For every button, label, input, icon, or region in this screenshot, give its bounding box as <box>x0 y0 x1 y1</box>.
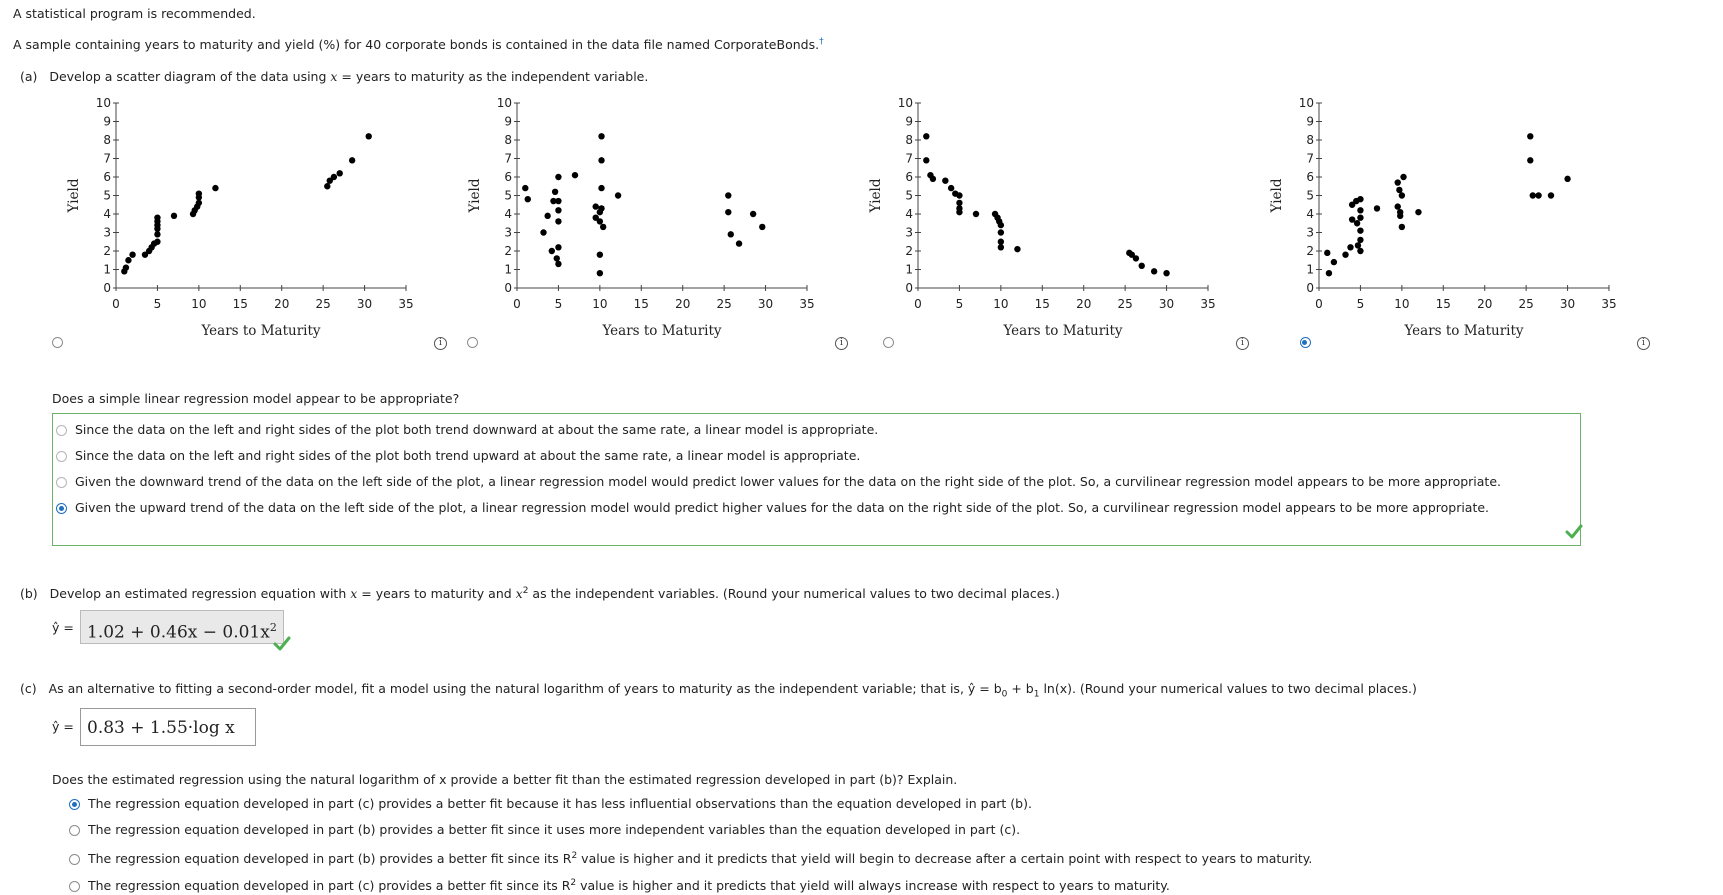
data-point <box>598 205 604 211</box>
data-point <box>998 239 1004 245</box>
data-point <box>196 190 202 196</box>
part-c-question: Does the estimated regression using the natural logarithm of x provide a better fit than the estimated regression developed in part (b)? Explain. <box>52 772 958 787</box>
option-radio[interactable] <box>69 799 80 810</box>
x-tick-label: 10 <box>191 297 207 311</box>
option-radio[interactable] <box>56 503 67 514</box>
part-a-option-1[interactable]: Since the data on the left and right sides of the plot both trend downward at about the same rate, a linear model is appropriate. <box>56 422 878 437</box>
option-radio[interactable] <box>69 854 80 865</box>
info-icon[interactable]: i <box>434 337 447 350</box>
dagger-note-link[interactable]: † <box>819 37 824 47</box>
y-tick-label: 0 <box>1306 281 1314 295</box>
data-point <box>525 196 531 202</box>
data-point <box>1399 224 1405 230</box>
x-tick-label: 5 <box>554 297 563 311</box>
x-tick-label: 30 <box>356 297 373 311</box>
data-point <box>1399 192 1405 198</box>
data-point <box>1324 250 1330 256</box>
x-axis-label: Years to Maturity <box>602 323 722 339</box>
data-point <box>154 239 160 245</box>
part-b-answer-input[interactable]: $1.02 + 0.46x - 0.01x^2$ <box>80 610 284 644</box>
part-b-yhat-label: ŷ = <box>52 620 74 635</box>
data-point <box>349 157 355 163</box>
data-point <box>1415 209 1421 215</box>
data-point <box>615 192 621 198</box>
y-tick-label: 1 <box>905 262 913 277</box>
y-tick-label: 9 <box>103 114 111 129</box>
data-point <box>998 222 1004 228</box>
y-tick-label: 1 <box>504 262 512 277</box>
data-point <box>1163 270 1169 276</box>
info-icon[interactable]: i <box>835 337 848 350</box>
x-tick-label: 25 <box>315 297 331 311</box>
data-point <box>973 211 979 217</box>
y-tick-label: 10 <box>95 96 111 110</box>
data-point <box>123 264 129 270</box>
y-tick-label: 4 <box>504 207 512 221</box>
data-point <box>1347 244 1353 250</box>
data-point <box>1357 196 1363 202</box>
plot-choice-3-radio[interactable] <box>883 337 894 348</box>
x-tick-label: 10 <box>1394 297 1410 311</box>
part-a-question: Does a simple linear regression model appear to be appropriate? <box>52 391 460 406</box>
y-axis-label: Yield <box>66 178 82 213</box>
data-point <box>171 213 177 219</box>
data-point <box>597 270 603 276</box>
y-tick-label: 6 <box>103 170 111 184</box>
x-tick-label: 0 <box>1315 297 1323 311</box>
part-c-yhat-label: ŷ = <box>52 719 74 734</box>
y-tick-label: 3 <box>504 225 512 240</box>
data-point <box>1357 237 1363 243</box>
y-tick-label: 10 <box>1298 96 1314 110</box>
y-tick-label: 10 <box>496 96 512 110</box>
y-tick-label: 0 <box>103 281 111 295</box>
data-point <box>331 174 337 180</box>
scatter-svg-2 <box>463 92 813 352</box>
part-a-option-3[interactable]: Given the downward trend of the data on the left side of the plot, a linear regression model would predict lower values for the data on the right side of the plot. So, a curvilinear regression model appears to be more appropriate. <box>56 474 1501 489</box>
scatter-plot-1 <box>62 92 412 352</box>
data-point <box>598 157 604 163</box>
data-point <box>956 209 962 215</box>
data-point <box>1357 248 1363 254</box>
x-tick-label: 20 <box>675 297 691 311</box>
x-tick-label: 10 <box>993 297 1009 311</box>
y-tick-label: 10 <box>897 96 913 110</box>
plot-choice-4-radio[interactable] <box>1300 337 1311 348</box>
data-point <box>196 200 202 206</box>
info-icon[interactable]: i <box>1637 337 1650 350</box>
x-tick-label: 15 <box>232 297 248 311</box>
data-point <box>554 255 560 261</box>
scatter-svg-4 <box>1265 92 1615 352</box>
option-radio[interactable] <box>56 451 67 462</box>
y-tick-label: 7 <box>103 151 111 166</box>
data-point <box>324 183 330 189</box>
x-tick-label: 5 <box>955 297 964 311</box>
y-tick-label: 0 <box>905 281 913 295</box>
data-point <box>1331 259 1337 265</box>
data-point <box>555 207 561 213</box>
part-c-answer-input[interactable]: 0.83 + 1.55·log x <box>80 708 256 746</box>
y-tick-label: 1 <box>1306 262 1314 277</box>
data-point <box>956 200 962 206</box>
y-axis-label: Yield <box>467 178 483 213</box>
x-tick-label: 20 <box>1076 297 1092 311</box>
data-point <box>759 224 765 230</box>
data-point <box>1530 192 1536 198</box>
x-axis-label: Years to Maturity <box>1003 323 1123 339</box>
data-point <box>555 198 561 204</box>
data-point <box>923 133 929 139</box>
data-point <box>998 244 1004 250</box>
option-radio[interactable] <box>56 477 67 488</box>
y-tick-label: 2 <box>1306 244 1314 258</box>
x-tick-label: 15 <box>633 297 649 311</box>
data-point <box>598 185 604 191</box>
data-point <box>522 185 528 191</box>
data-point <box>725 209 731 215</box>
y-tick-label: 8 <box>1306 133 1314 147</box>
y-tick-label: 4 <box>905 207 913 221</box>
part-c-option-4[interactable]: The regression equation developed in part (c) provides a better fit since its $R^2$ value is higher and it predicts that yield will always increase with respect to years to maturity. <box>69 878 1170 893</box>
correct-check-icon <box>1565 524 1583 540</box>
y-tick-label: 7 <box>504 151 512 166</box>
y-tick-label: 8 <box>504 133 512 147</box>
data-point <box>1374 205 1380 211</box>
y-tick-label: 4 <box>103 207 111 221</box>
sample-description: A sample containing years to maturity and yield (%) for 40 corporate bonds is contained in the data file named CorporateBonds.† <box>13 37 824 53</box>
data-point <box>1564 176 1570 182</box>
x-tick-label: 0 <box>112 297 120 311</box>
data-point <box>1548 192 1554 198</box>
part-a-option-4[interactable]: Given the upward trend of the data on the left side of the plot, a linear regression model would predict higher values for the data on the right side of the plot. So, a curvilinear regression model appears to be more appropriate. <box>56 500 1489 515</box>
y-tick-label: 9 <box>905 114 913 129</box>
part-c-option-1[interactable]: The regression equation developed in part (c) provides a better fit because it has less influential observations than the equation developed in part (b). <box>69 796 1032 811</box>
data-point <box>1396 187 1402 193</box>
y-tick-label: 1 <box>103 262 111 277</box>
option-radio[interactable] <box>69 825 80 836</box>
data-point <box>366 133 372 139</box>
data-point <box>154 231 160 237</box>
data-point <box>1355 242 1361 248</box>
data-point <box>1527 133 1533 139</box>
data-point <box>1395 179 1401 185</box>
data-point <box>125 257 131 263</box>
data-point <box>154 215 160 221</box>
data-point <box>1357 227 1363 233</box>
y-tick-label: 5 <box>1306 188 1314 203</box>
data-point <box>1014 246 1020 252</box>
y-axis-label: Yield <box>1269 178 1285 213</box>
x-tick-label: 35 <box>398 297 414 311</box>
y-tick-label: 3 <box>103 225 111 240</box>
data-point <box>948 185 954 191</box>
plot-choice-1-radio[interactable] <box>52 337 63 348</box>
data-point <box>956 192 962 198</box>
x-tick-label: 35 <box>799 297 815 311</box>
part-c-option-3[interactable]: The regression equation developed in part (b) provides a better fit since its $R^2$ value is higher and it predicts that yield will begin to decrease after a certain point with respect to years to maturity. <box>69 851 1312 866</box>
y-tick-label: 2 <box>103 244 111 258</box>
y-tick-label: 4 <box>1306 207 1314 221</box>
data-point <box>544 213 550 219</box>
y-tick-label: 8 <box>905 133 913 147</box>
x-tick-label: 15 <box>1435 297 1451 311</box>
data-point <box>1357 207 1363 213</box>
data-point <box>555 261 561 267</box>
data-point <box>998 229 1004 235</box>
x-tick-label: 25 <box>1518 297 1534 311</box>
scatter-svg-3 <box>864 92 1214 352</box>
y-tick-label: 5 <box>103 188 111 203</box>
part-a-prompt: (a) Develop a scatter diagram of the data using x = years to maturity as the independent variable. <box>20 69 649 84</box>
data-point <box>593 203 599 209</box>
scatter-svg-1 <box>62 92 412 352</box>
data-point <box>1133 255 1139 261</box>
x-tick-label: 5 <box>1356 297 1365 311</box>
data-point <box>725 192 731 198</box>
data-point <box>942 178 948 184</box>
y-tick-label: 0 <box>504 281 512 295</box>
y-tick-label: 8 <box>103 133 111 147</box>
y-tick-label: 3 <box>1306 225 1314 240</box>
data-point <box>555 174 561 180</box>
part-c-option-2[interactable]: The regression equation developed in part (b) provides a better fit since it uses more independent variables than the equation developed in part (c). <box>69 822 1020 837</box>
data-point <box>1400 174 1406 180</box>
x-tick-label: 25 <box>1117 297 1133 311</box>
data-point <box>212 185 218 191</box>
y-axis-label: Yield <box>868 178 884 213</box>
y-tick-label: 6 <box>504 170 512 184</box>
data-point <box>555 218 561 224</box>
x-axis-label: Years to Maturity <box>201 323 321 339</box>
y-tick-label: 3 <box>905 225 913 240</box>
data-point <box>549 248 555 254</box>
scatter-plot-4 <box>1265 92 1615 352</box>
x-tick-label: 10 <box>592 297 608 311</box>
scatter-plot-2 <box>463 92 813 352</box>
data-point <box>1139 263 1145 269</box>
y-tick-label: 7 <box>1306 151 1314 166</box>
y-tick-label: 7 <box>905 151 913 166</box>
x-tick-label: 20 <box>1477 297 1493 311</box>
data-point <box>923 157 929 163</box>
data-point <box>930 176 936 182</box>
x-tick-label: 30 <box>1559 297 1576 311</box>
data-point <box>1397 213 1403 219</box>
x-tick-label: 0 <box>914 297 922 311</box>
data-point <box>1535 192 1541 198</box>
data-point <box>1354 220 1360 226</box>
data-point <box>597 252 603 258</box>
option-radio[interactable] <box>69 881 80 892</box>
data-point <box>1326 270 1332 276</box>
correct-check-icon <box>273 636 291 652</box>
x-tick-label: 30 <box>757 297 774 311</box>
x-tick-label: 20 <box>274 297 290 311</box>
x-tick-label: 15 <box>1034 297 1050 311</box>
part-a-option-2[interactable]: Since the data on the left and right sides of the plot both trend upward at about the same rate, a linear model is appropriate. <box>56 448 860 463</box>
data-point <box>1395 203 1401 209</box>
data-point <box>572 172 578 178</box>
y-tick-label: 2 <box>504 244 512 258</box>
part-c-prompt: (c) As an alternative to fitting a second-order model, fit a model using the natural logarithm of years to maturity as the independent variable; that is, ŷ = $b_0 + b_1$ ln(x). (Round your numerical values to two decimal places.) <box>20 681 1417 700</box>
y-tick-label: 6 <box>1306 170 1314 184</box>
data-point <box>555 244 561 250</box>
data-point <box>600 224 606 230</box>
data-point <box>540 229 546 235</box>
y-tick-label: 5 <box>504 188 512 203</box>
x-tick-label: 0 <box>513 297 521 311</box>
x-tick-label: 5 <box>153 297 162 311</box>
part-b-prompt: (b) Develop an estimated regression equation with x = years to maturity and $x^2$ as the independent variables. (Round your numerical values to two decimal places.) <box>20 586 1060 602</box>
option-radio[interactable] <box>56 425 67 436</box>
x-tick-label: 35 <box>1601 297 1617 311</box>
data-point <box>750 211 756 217</box>
x-tick-label: 35 <box>1200 297 1216 311</box>
data-point <box>337 170 343 176</box>
recommend-note: A statistical program is recommended. <box>13 6 256 21</box>
y-tick-label: 2 <box>905 244 913 258</box>
scatter-plot-3 <box>864 92 1214 352</box>
data-point <box>1357 215 1363 221</box>
x-axis-label: Years to Maturity <box>1404 323 1524 339</box>
data-point <box>598 133 604 139</box>
data-point <box>552 189 558 195</box>
y-tick-label: 6 <box>905 170 913 184</box>
info-icon[interactable]: i <box>1236 337 1249 350</box>
data-point <box>597 218 603 224</box>
plot-choice-2-radio[interactable] <box>467 337 478 348</box>
data-point <box>728 231 734 237</box>
y-tick-label: 5 <box>905 188 913 203</box>
y-tick-label: 9 <box>504 114 512 129</box>
data-point <box>1342 252 1348 258</box>
data-point <box>129 252 135 258</box>
data-point <box>1151 268 1157 274</box>
data-point <box>736 240 742 246</box>
y-tick-label: 9 <box>1306 114 1314 129</box>
data-point <box>1527 157 1533 163</box>
x-tick-label: 25 <box>716 297 732 311</box>
x-tick-label: 30 <box>1158 297 1175 311</box>
